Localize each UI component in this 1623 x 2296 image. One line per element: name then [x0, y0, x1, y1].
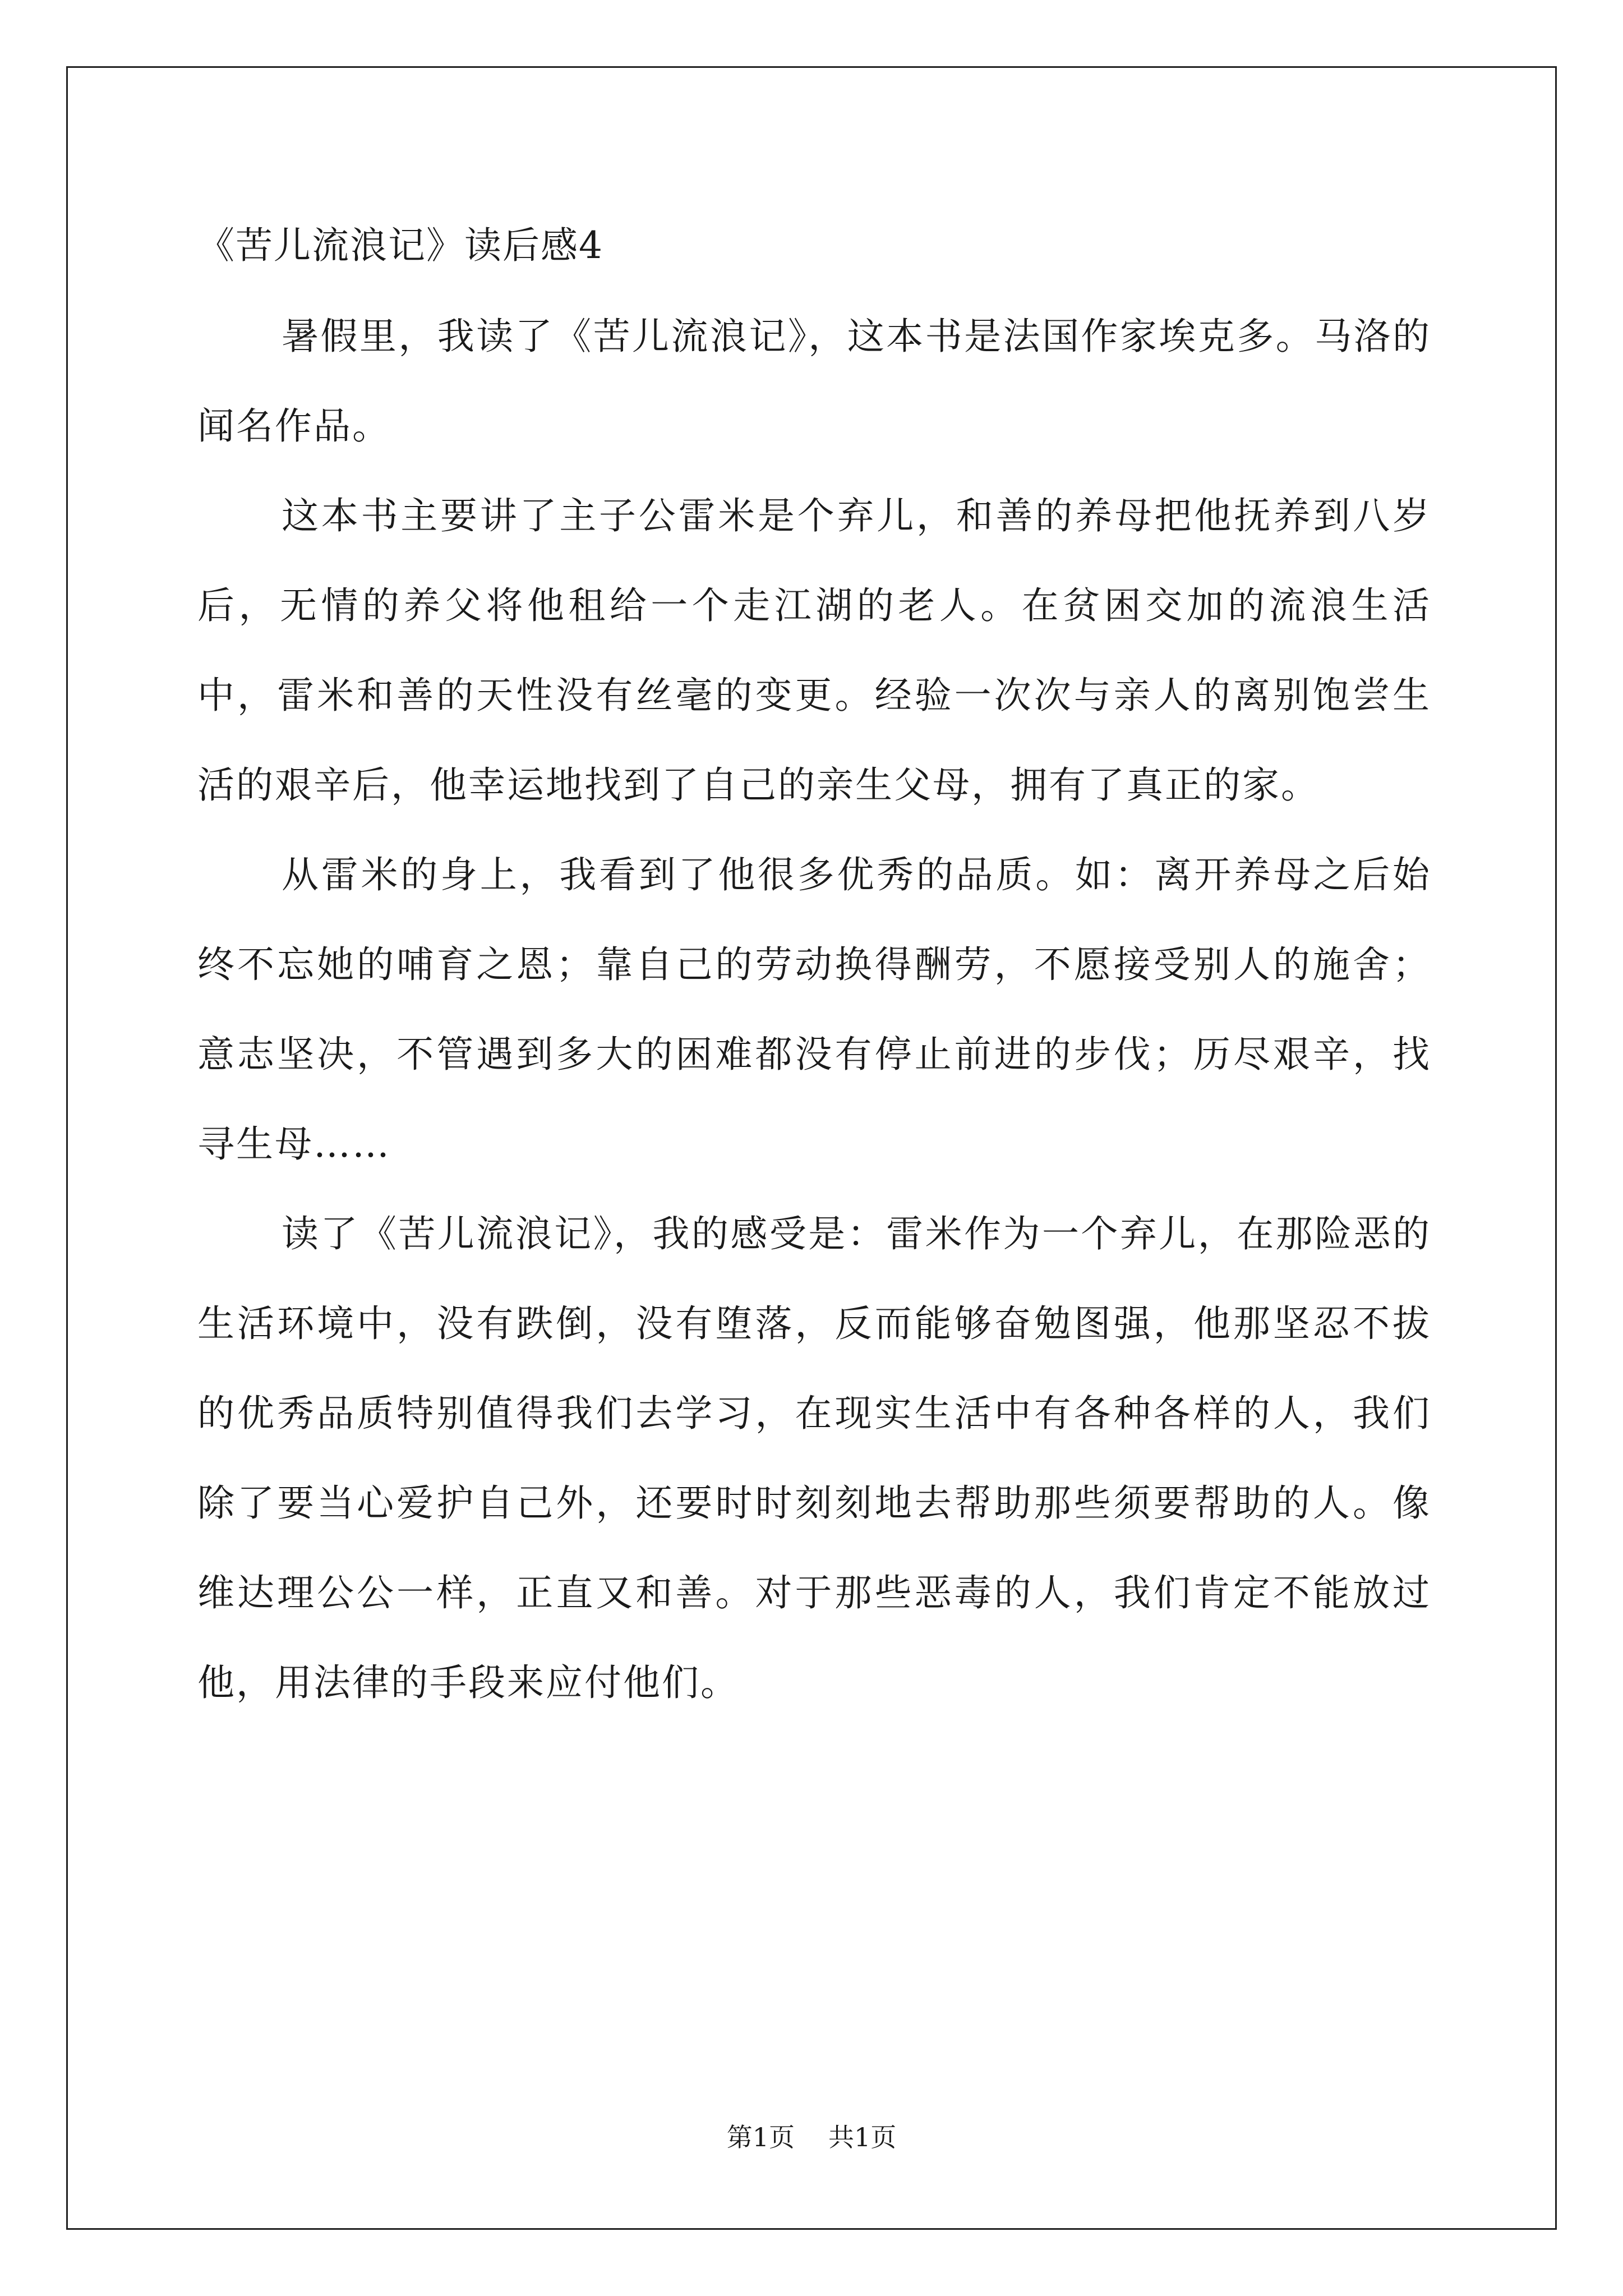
- document-title: 《苦儿流浪记》读后感4: [197, 224, 603, 267]
- document-body: [197, 292, 1431, 1728]
- paragraph-4: 读了《苦儿流浪记》，我的感受是：雷米作为一个弃儿，在那险恶的生活环境中，没有跌倒，没有堕落，反而能够奋勉图强，他那坚忍不拔的优秀品质特别值得我们去学习，在现实生活中有各种各样的人，我们除了要当心爱护自己外，还要时时刻刻地去帮助那些须要帮助的人。像维达理公公一样，正直又和善。对于那些恶毒的人，我们肯定不能放过他，用法律的手段来应付他们。: [197, 1212, 1431, 1704]
- paragraph-3: 从雷米的身上，我看到了他很多优秀的品质。如：离开养母之后始终不忘她的哺育之恩；靠自己的劳动换得酬劳，不愿接受别人的施舍；意志坚决，不管遇到多大的困难都没有停止前进的步伐；历尽艰辛，找寻生母……: [197, 853, 1431, 1166]
- page-number-current: 第1页: [726, 2122, 795, 2152]
- paragraph-2: 这本书主要讲了主子公雷米是个弃儿，和善的养母把他抚养到八岁后，无情的养父将他租给一个走江湖的老人。在贫困交加的流浪生活中，雷米和善的天性没有丝毫的变更。经验一次次与亲人的离别饱尝生活的艰辛后，他幸运地找到了自己的亲生父母，拥有了真正的家。: [197, 494, 1431, 807]
- paragraph-1: 暑假里，我读了《苦儿流浪记》，这本书是法国作家埃克多。马洛的闻名作品。: [197, 315, 1431, 448]
- page-footer: [0, 2120, 1623, 2154]
- page-number-total: 共1页: [828, 2122, 897, 2152]
